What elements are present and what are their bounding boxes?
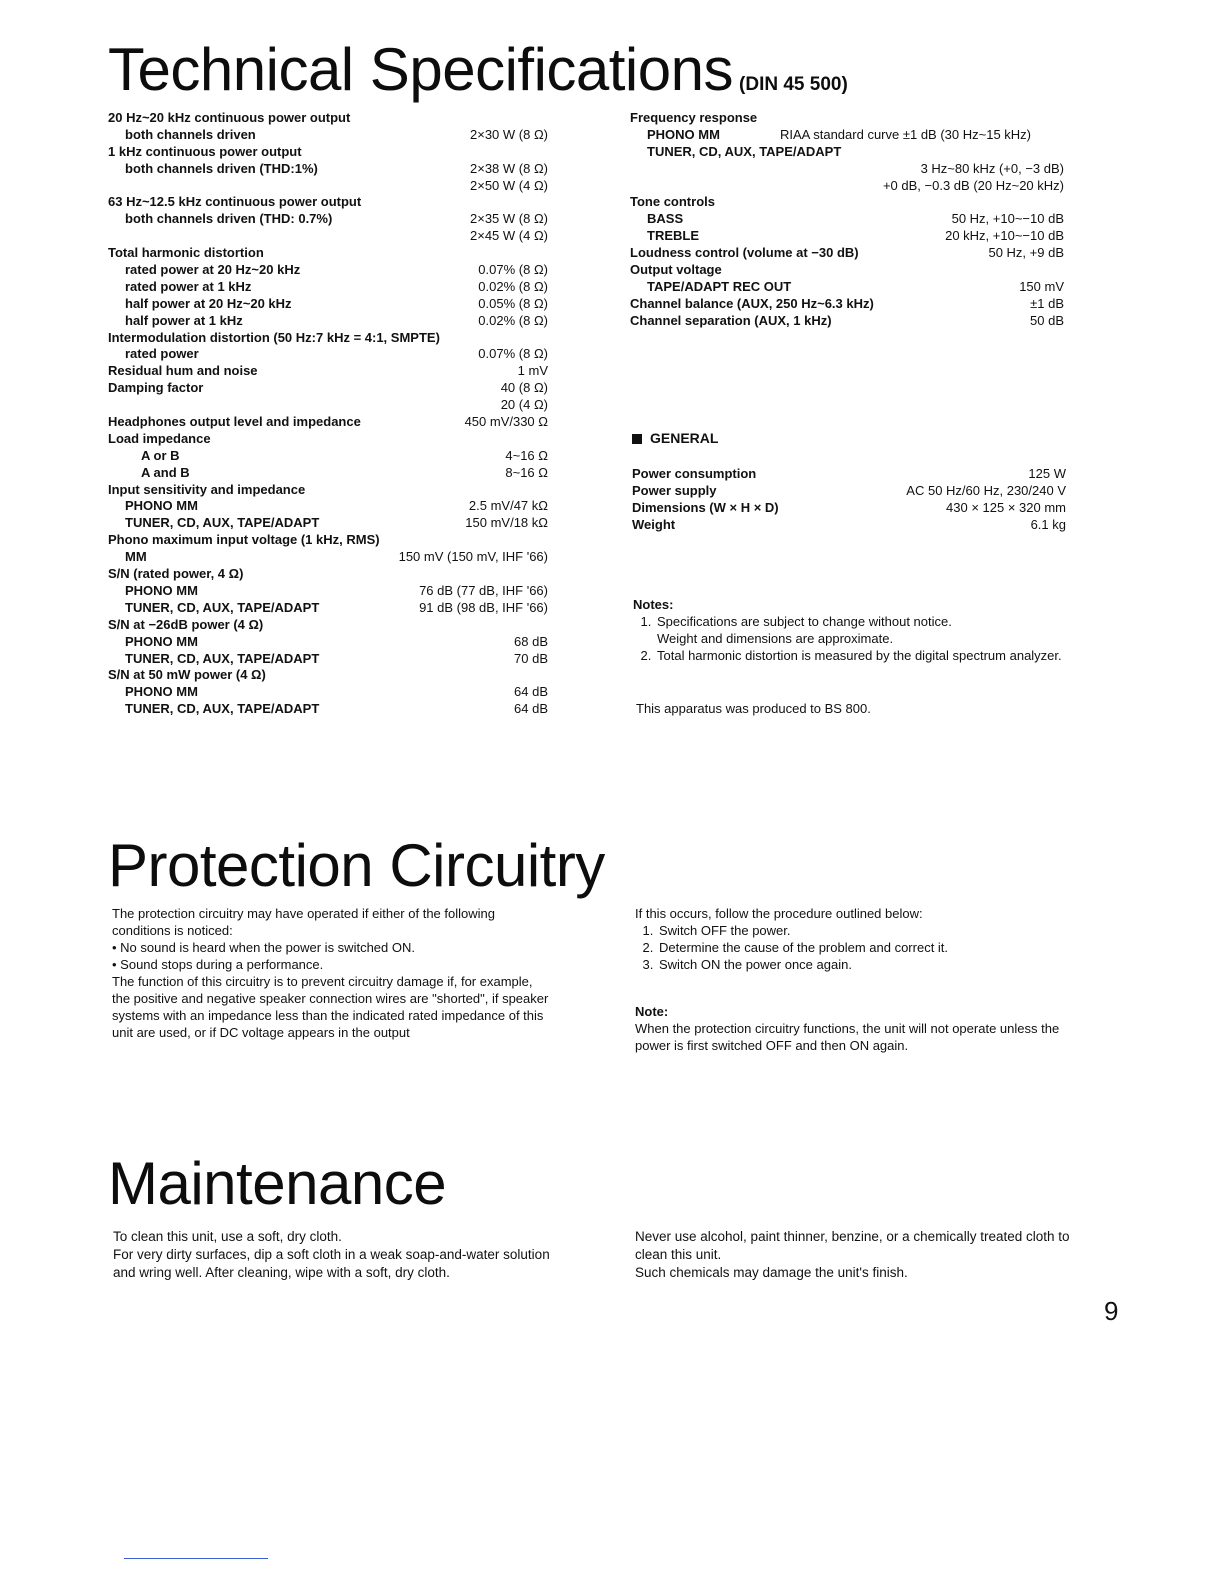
- spec-row: [108, 498, 548, 515]
- spec-row: [108, 617, 548, 634]
- spec-label: both channels driven (THD: 0.7%): [125, 211, 333, 227]
- page-number: 9: [1104, 1296, 1119, 1326]
- spec-value: 0.07% (8 Ω): [478, 262, 548, 278]
- general-row: [632, 483, 1066, 500]
- spec-value: 2×35 W (8 Ω): [470, 211, 548, 227]
- maintenance-title: Maintenance: [108, 1150, 447, 1217]
- spec-row: [108, 532, 548, 549]
- spec-row: [108, 431, 548, 448]
- spec-label: Total harmonic distortion: [108, 245, 264, 261]
- spec-value: RIAA standard curve ±1 dB (30 Hz~15 kHz): [780, 126, 1031, 142]
- procedure-step: 2. Determine the cause of the problem and correct it.: [657, 939, 1075, 956]
- spec-label: S/N at −26dB power (4 Ω): [108, 616, 264, 632]
- general-label: Power supply: [632, 482, 717, 498]
- spec-value: +0 dB, −0.3 dB (20 Hz~20 kHz): [882, 177, 1064, 193]
- general-label: Power consumption: [632, 466, 757, 481]
- spec-value: 1 mV: [517, 363, 548, 379]
- page-title: Technical Specifications (DIN 45 500): [108, 36, 848, 103]
- spec-label: half power at 1 kHz: [125, 312, 243, 328]
- spec-label: S/N (rated power, 4 Ω): [108, 566, 244, 582]
- protection-left: [112, 905, 552, 1041]
- spec-value: ±1 dB: [1030, 295, 1064, 311]
- spec-row: [108, 566, 548, 583]
- note-item: 1. Specifications are subject to change without notice. Weight and dimensions are approximate.: [655, 613, 1073, 647]
- spec-value: 70 dB: [514, 650, 548, 666]
- spec-label: Phono maximum input voltage (1 kHz, RMS): [108, 532, 380, 548]
- spec-row: [108, 161, 548, 178]
- spec-value: 2.5 mV/47 kΩ: [468, 498, 548, 514]
- spec-label: PHONO MM: [125, 633, 198, 649]
- spec-row: [108, 127, 548, 144]
- spec-row: [108, 380, 548, 397]
- general-row: [632, 500, 1066, 517]
- spec-row: [630, 313, 1064, 330]
- spec-value: 2×38 W (8 Ω): [470, 160, 548, 176]
- protection-right: [635, 905, 1075, 1054]
- spec-row: [108, 279, 548, 296]
- spec-label: 20 Hz~20 kHz continuous power output: [108, 110, 351, 125]
- spec-row: [108, 634, 548, 651]
- spec-row: [630, 194, 1064, 211]
- spec-value: 0.02% (8 Ω): [478, 278, 548, 294]
- spec-value: 50 Hz, +10~−10 dB: [951, 211, 1064, 227]
- spec-value: 40 (8 Ω): [500, 380, 548, 396]
- spec-label: both channels driven: [125, 126, 256, 142]
- spec-value: 150 mV/18 kΩ: [465, 515, 548, 531]
- spec-label: half power at 20 Hz~20 kHz: [125, 295, 292, 311]
- spec-row: [108, 194, 548, 211]
- general-value: 6.1 kg: [1030, 516, 1066, 532]
- spec-row: [108, 245, 548, 262]
- spec-label: Channel separation (AUX, 1 kHz): [630, 312, 832, 328]
- condition-item: [112, 939, 552, 956]
- spec-label: TUNER, CD, AUX, TAPE/ADAPT: [125, 599, 320, 615]
- footer-rule: [124, 1558, 268, 1559]
- spec-label: 63 Hz~12.5 kHz continuous power output: [108, 194, 362, 210]
- spec-row: [630, 279, 1064, 296]
- note-heading: Note:: [635, 1004, 669, 1019]
- square-bullet-icon: [632, 434, 642, 444]
- condition-text: No sound is heard when the power is switched ON.: [120, 940, 415, 955]
- general-value: AC 50 Hz/60 Hz, 230/240 V: [906, 482, 1066, 498]
- spec-value: 91 dB (98 dB, IHF '66): [419, 599, 548, 615]
- notes-section: [633, 596, 1073, 664]
- spec-label: TUNER, CD, AUX, TAPE/ADAPT: [125, 701, 320, 717]
- spec-row: [108, 363, 548, 380]
- spec-label: PHONO MM: [125, 582, 198, 598]
- procedure-step: 1. Switch OFF the power.: [657, 922, 1075, 939]
- spec-row: [108, 178, 548, 195]
- spec-label: MM: [125, 549, 147, 565]
- spec-label: TUNER, CD, AUX, TAPE/ADAPT: [647, 143, 842, 159]
- spec-label: TAPE/ADAPT REC OUT: [647, 278, 792, 294]
- spec-label: Residual hum and noise: [108, 363, 258, 379]
- spec-value: 64 dB: [514, 684, 548, 700]
- spec-value: 2×45 W (4 Ω): [470, 228, 548, 244]
- spec-label: PHONO MM: [647, 126, 720, 142]
- spec-label: rated power: [125, 346, 199, 362]
- spec-row: [108, 262, 548, 279]
- general-value: 125 W: [1028, 466, 1066, 481]
- spec-row: [630, 161, 1064, 178]
- spec-row: [630, 110, 1064, 127]
- spec-label: TUNER, CD, AUX, TAPE/ADAPT: [125, 650, 320, 666]
- spec-label: Damping factor: [108, 380, 204, 396]
- spec-value: 20 (4 Ω): [500, 397, 548, 413]
- spec-row: [630, 296, 1064, 313]
- spec-value: 8~16 Ω: [505, 464, 548, 480]
- spec-row: [108, 110, 548, 127]
- spec-label: PHONO MM: [125, 684, 198, 700]
- spec-label: 1 kHz continuous power output: [108, 143, 302, 159]
- spec-row: [108, 600, 548, 617]
- procedure-step: 3. Switch ON the power once again.: [657, 956, 1075, 973]
- spec-row: [108, 701, 548, 718]
- spec-row: [630, 178, 1064, 195]
- protection-title: Protection Circuitry: [108, 832, 605, 899]
- general-row: [632, 517, 1066, 534]
- maintenance-left: To clean this unit, use a soft, dry cloth. For very dirty surfaces, dip a soft cloth in a weak soap-and-water solution and wring well. After cleaning, wipe with a soft, dry cloth.: [113, 1229, 550, 1280]
- spec-label: rated power at 20 Hz~20 kHz: [125, 262, 301, 278]
- spec-value: 2×50 W (4 Ω): [470, 177, 548, 193]
- general-spec-table: [632, 466, 1066, 534]
- spec-value: 50 dB: [1030, 312, 1064, 328]
- spec-row: [108, 448, 548, 465]
- spec-row: [108, 296, 548, 313]
- spec-row: [108, 144, 548, 161]
- spec-value: 450 mV/330 Ω: [464, 414, 548, 430]
- spec-label: Frequency response: [630, 110, 758, 125]
- note-item: 2. Total harmonic distortion is measured by the digital spectrum analyzer.: [655, 647, 1073, 664]
- spec-value: 64 dB: [514, 701, 548, 717]
- general-value: 430 × 125 × 320 mm: [946, 499, 1066, 515]
- spec-value: 150 mV: [1019, 278, 1064, 294]
- procedure-intro: If this occurs, follow the procedure outlined below:: [635, 906, 923, 921]
- spec-row: [630, 228, 1064, 245]
- maintenance-right: Never use alcohol, paint thinner, benzine, or a chemically treated cloth to clean this unit. Such chemicals may damage the unit's finish.: [635, 1229, 1070, 1280]
- condition-item: [112, 956, 552, 973]
- spec-value: 3 Hz~80 kHz (+0, −3 dB): [920, 160, 1064, 176]
- spec-label: Intermodulation distortion (50 Hz:7 kHz = 4:1, SMPTE): [108, 329, 440, 345]
- spec-row: [108, 211, 548, 228]
- spec-row: [108, 684, 548, 701]
- spec-row: [108, 651, 548, 668]
- spec-label: A or B: [141, 447, 180, 463]
- spec-row: [108, 667, 548, 684]
- spec-table-left: [108, 110, 548, 718]
- spec-value: 68 dB: [514, 633, 548, 649]
- spec-row: [108, 583, 548, 600]
- spec-label: Input sensitivity and impedance: [108, 481, 306, 497]
- spec-value: 20 kHz, +10~−10 dB: [945, 228, 1064, 244]
- spec-label: PHONO MM: [125, 498, 198, 514]
- spec-row: [630, 262, 1064, 279]
- spec-value: 50 Hz, +9 dB: [988, 245, 1064, 261]
- spec-row: [630, 127, 1064, 144]
- spec-label: Load impedance: [108, 430, 211, 446]
- general-label: Weight: [632, 516, 676, 532]
- general-row: [632, 466, 1066, 483]
- spec-label: Headphones output level and impedance: [108, 414, 361, 430]
- notes-heading: Notes:: [633, 597, 674, 612]
- spec-label: Output voltage: [630, 262, 722, 278]
- bullet-dot-icon: •: [112, 957, 121, 972]
- bullet-dot-icon: •: [112, 940, 121, 955]
- din-standard: (DIN 45 500): [739, 74, 848, 95]
- spec-row: [108, 397, 548, 414]
- notes-list: [633, 613, 1073, 664]
- spec-label: Channel balance (AUX, 250 Hz~6.3 kHz): [630, 295, 874, 311]
- spec-label: Loudness control (volume at −30 dB): [630, 245, 859, 261]
- spec-row: [108, 228, 548, 245]
- spec-row: [108, 414, 548, 431]
- protection-body: The function of this circuitry is to prevent circuitry damage if, for example, the positive and negative speaker connection wires are "shorted", if speaker systems with an impedance less than the indicated rated impedance of this unit are used, or if DC voltage appears in the output: [112, 974, 549, 1040]
- spec-row: [630, 144, 1064, 161]
- spec-label: A and B: [141, 464, 190, 480]
- spec-value: 2×30 W (8 Ω): [470, 126, 548, 142]
- general-heading: GENERAL: [632, 430, 718, 446]
- spec-row: [108, 549, 548, 566]
- spec-row: [108, 313, 548, 330]
- spec-row: [108, 482, 548, 499]
- spec-value: 0.05% (8 Ω): [478, 295, 548, 311]
- spec-label: Tone controls: [630, 194, 715, 210]
- spec-row: [630, 211, 1064, 228]
- spec-row: [108, 465, 548, 482]
- spec-label: S/N at 50 mW power (4 Ω): [108, 667, 266, 683]
- bs-note: This apparatus was produced to BS 800.: [636, 701, 871, 716]
- spec-label: BASS: [647, 211, 684, 227]
- spec-label: both channels driven (THD:1%): [125, 160, 318, 176]
- spec-row: [108, 346, 548, 363]
- spec-table-right: [630, 110, 1064, 330]
- spec-label: rated power at 1 kHz: [125, 278, 252, 294]
- spec-value: 4~16 Ω: [505, 447, 548, 463]
- protection-intro: The protection circuitry may have operated if either of the following conditions is noticed:: [112, 906, 495, 938]
- spec-value: 0.02% (8 Ω): [478, 312, 548, 328]
- spec-value: 0.07% (8 Ω): [478, 346, 548, 362]
- spec-row: [108, 330, 548, 347]
- spec-label: TUNER, CD, AUX, TAPE/ADAPT: [125, 515, 320, 531]
- general-label: Dimensions (W × H × D): [632, 499, 779, 515]
- spec-value: 150 mV (150 mV, IHF '66): [398, 549, 548, 565]
- conditions-list: [112, 939, 552, 973]
- procedure-steps: [635, 922, 1075, 973]
- spec-row: [108, 515, 548, 532]
- spec-value: 76 dB (77 dB, IHF '66): [419, 582, 548, 598]
- spec-label: TREBLE: [647, 228, 699, 244]
- spec-row: [630, 245, 1064, 262]
- note-body: When the protection circuitry functions, the unit will not operate unless the power is first switched OFF and then ON again.: [635, 1021, 1060, 1053]
- condition-text: Sound stops during a performance.: [120, 957, 324, 972]
